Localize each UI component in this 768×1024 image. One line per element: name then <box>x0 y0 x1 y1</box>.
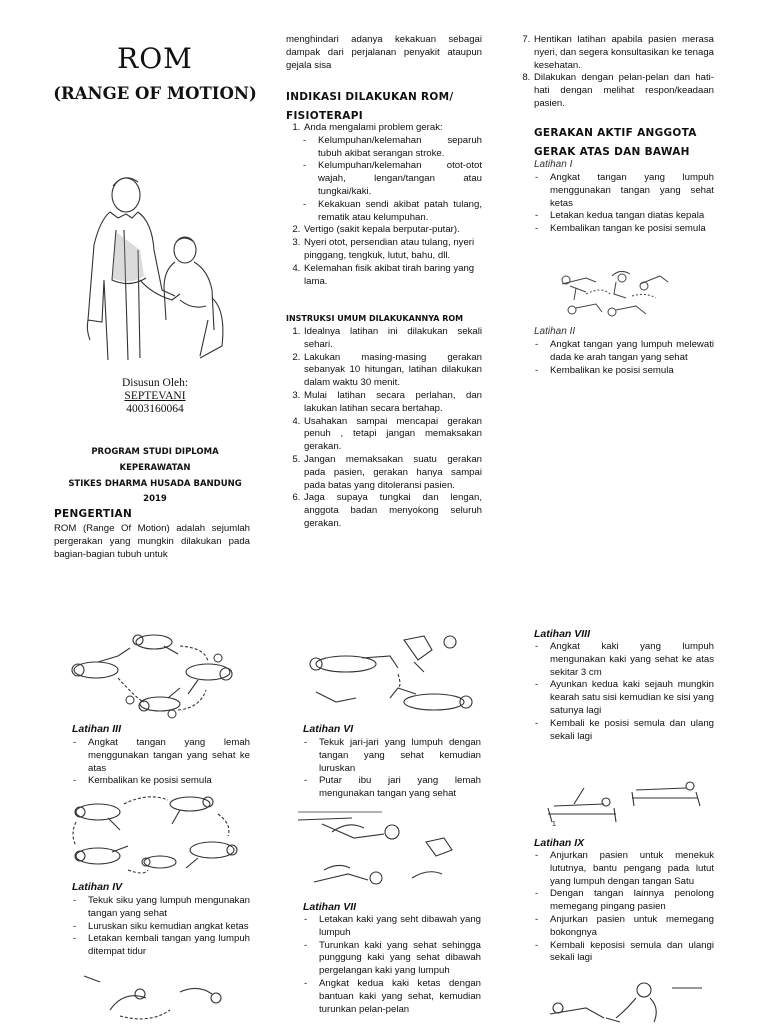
list-item: 3. Mulai latihan secara perlahan, dan lakukan latihan secara bertahap. <box>303 390 482 416</box>
list-item: - Letakan kedua tangan diatas kepala <box>534 210 714 223</box>
list-item: - Kembalikan tangan ke posisi semula <box>534 223 714 236</box>
list-item: - Kelumpuhan/kelemahan otot-otot wajah, lengan/tangan atau tungkai/kaki. <box>302 160 482 198</box>
latihan-4-title: Latihan IV <box>72 881 123 893</box>
program-line-1: PROGRAM STUDI DIPLOMA <box>91 447 219 457</box>
list-item: - Dengan tangan lainnya penolong memegang pingang pasien <box>534 888 714 914</box>
cover-year: 2019 <box>143 494 167 504</box>
list-item: - Kembali keposisi semula dan ulangi sekali lagi <box>534 940 714 966</box>
latihan-7-list <box>303 914 481 1016</box>
list-item: 2. Lakukan masing-masing gerakan sebanyak 10 hitungan, latihan dilakukan dalam waktu 30 menit. <box>303 352 482 390</box>
list-item: - Angkat tangan yang lemah menggunakan tangan yang sehat ke atas <box>72 737 250 775</box>
list-item: - Turunkan kaki yang sehat sehingga punggung kaki yang sehat dibawah pergelangan kaki yang lumpuh <box>303 940 481 978</box>
doctor-patient-illustration <box>80 170 230 360</box>
list-item: - Kembalikan ke posisi semula <box>72 775 250 788</box>
list-item: - Kekakuan sendi akibat patah tulang, rematik atau kelumpuhan. <box>302 199 482 225</box>
disusun-label: Disusun Oleh: <box>121 377 189 389</box>
program-line-2: KEPERAWATAN <box>119 463 191 473</box>
latihan-2-title: Latihan II <box>534 326 576 337</box>
cover-title: ROM <box>117 42 193 75</box>
student-number: 4003160064 <box>126 403 184 415</box>
latihan-6-list <box>303 737 481 801</box>
list-item: - Letakan kaki yang seht dibawah yang lumpuh <box>303 914 481 940</box>
list-item: - Ayunkan kedua kaki sejauh mungkin kearah satu sisi kemudian ke sisi yang satunya lagi <box>534 679 714 717</box>
indikasi-list-continued <box>514 34 714 111</box>
list-item: - Kembalikan ke posisi semula <box>534 365 714 378</box>
list-item: - Angkat tangan yang lumpuh menggunakan tangan yang sehat ketas <box>534 172 714 210</box>
list-item: - Tekuk jari-jari yang lumpuh dengan tangan yang sehat kemudian luruskan <box>303 737 481 775</box>
indikasi-heading-line-1: INDIKASI DILAKUKAN ROM/ <box>286 91 454 103</box>
list-item: 1. Idealnya latihan ini dilakukan sekali sehari. <box>303 326 482 352</box>
author-name: SEPTEVANI <box>124 390 186 402</box>
latihan-7-title: Latihan VII <box>303 901 357 913</box>
list-item: - Anjurkan pasien untuk memegang bokongnya <box>534 914 714 940</box>
latihan-4-illustration <box>68 790 244 876</box>
latihan-5-illustration <box>80 970 246 1024</box>
latihan-8-illustration <box>544 758 706 830</box>
list-item: - Luruskan siku kemudian angkat ketas <box>72 921 250 934</box>
list-item: - Letakan kembali tangan yang lumpuh ditempat tidur <box>72 933 250 959</box>
list-item: - Angkat tangan yang lumpuh melewati dada ke arah tangan yang sehat <box>534 339 714 365</box>
list-item: - Angkat kedua kaki ketas dengan bantuan kaki yang sehat, kemudian turunkan pelan-pelan <box>303 978 481 1016</box>
pengertian-heading: PENGERTIAN <box>54 508 133 520</box>
list-item <box>303 122 482 224</box>
indikasi-heading <box>286 88 454 126</box>
latihan-4-list <box>72 895 250 959</box>
list-item: - Kembali ke posisi semula dan ulang sekali lagi <box>534 718 714 744</box>
latihan-2-list <box>534 339 714 377</box>
cover-subtitle: (RANGE OF MOTION) <box>53 84 257 103</box>
list-item: 2. Vertigo (sakit kepala berputar-putar). <box>303 224 482 237</box>
latihan-3-title: Latihan III <box>72 723 122 735</box>
latihan-8-list <box>534 641 714 743</box>
indikasi-heading-line-2: FISIOTERAPI <box>286 110 363 122</box>
list-item: 8. Dilakukan dengan pelan-pelan dan hati-hati dengan melihat respon/keadaan pasien. <box>533 72 714 110</box>
pengertian-text: ROM (Range Of Motion) adalah sejumlah pergerakan yang mungkin dilakukan pada bagian-bagian tubuh untuk <box>54 523 250 560</box>
latihan-9-list <box>534 850 714 965</box>
latihan-3-list <box>72 737 250 788</box>
latihan-8-title: Latihan VIII <box>534 628 591 640</box>
list-item: - Tekuk siku yang lumpuh mengunakan tangan yang sehat <box>72 895 250 921</box>
gerakan-heading <box>534 124 697 162</box>
list-item: 3. Nyeri otot, persendian atau tulang, nyeri pinggang, tengkuk, lutut, bahu, dll. <box>303 237 482 263</box>
instruksi-list <box>284 326 482 531</box>
gerakan-heading-line-2: GERAK ATAS DAN BAWAH <box>534 146 690 158</box>
figure-mark: 1 <box>552 821 556 828</box>
latihan-1-list <box>534 172 714 236</box>
gerakan-heading-line-1: GERAKAN AKTIF ANGGOTA <box>534 127 697 139</box>
list-item: 5. Jangan memaksakan suatu gerakan pada pasien, gerakan hanya sampai pada batas yang ditoleransi pasien. <box>303 454 482 492</box>
list-item: 6. Jaga supaya tungkai dan lengan, anggota badan menyokong seluruh gerakan. <box>303 492 482 530</box>
list-item: - Putar ibu jari yang lemah mengunakan tangan yang sehat <box>303 775 481 801</box>
institution-name: STIKES DHARMA HUSADA BANDUNG <box>68 479 242 489</box>
list-item: 4. Kelemahan fisik akibat tirah baring yang lama. <box>303 263 482 289</box>
latihan-1-illustration <box>556 264 672 326</box>
list-item: - Angkat kaki yang lumpuh mengunakan kaki yang sehat ke atas sekitar 3 cm <box>534 641 714 679</box>
list-item: - Anjurkan pasien untuk menekuk lututnya, bantu pengang pada lutut yang lumpuh dengan tangan Satu <box>534 850 714 888</box>
latihan-7-illustration <box>292 808 468 900</box>
latihan-9-illustration <box>546 978 706 1024</box>
latihan-3-illustration <box>68 628 240 720</box>
instruksi-heading: INSTRUKSI UMUM DILAKUKANNYA ROM <box>286 314 464 323</box>
list-item: - Kelumpuhan/kelemahan separuh tubuh akibat serangan stroke. <box>302 135 482 161</box>
indikasi-item-1: Anda mengalami problem gerak: <box>304 122 443 133</box>
list-item: 4. Usahakan sampai mencapai gerakan penuh , tetapi jangan memaksakan gerakan. <box>303 416 482 454</box>
pengertian-continuation: menghindari adanya kekakuan sebagai dampak dari perjalanan penyakit ataupun gejala sisa <box>286 34 482 71</box>
latihan-6-illustration <box>302 628 480 722</box>
latihan-9-title: Latihan IX <box>534 837 585 849</box>
latihan-1-title: Latihan I <box>534 159 573 170</box>
latihan-6-title: Latihan VI <box>303 723 354 735</box>
indikasi-list <box>284 122 482 288</box>
list-item: 7. Hentikan latihan apabila pasien merasa nyeri, dan segera konsultasikan ke tenaga kesehatan. <box>533 34 714 72</box>
